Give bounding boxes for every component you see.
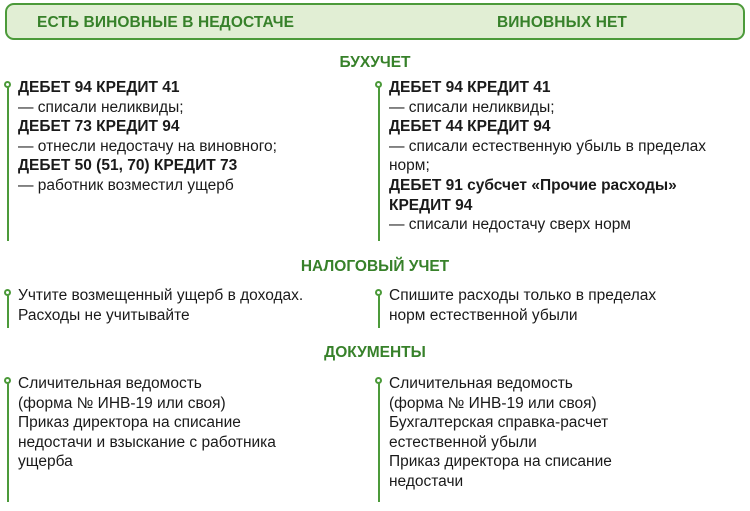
text-line: — списали неликвиды; [389,98,555,116]
documents-left-text [18,374,276,472]
accounting-right-line [378,84,380,241]
tax-right-bullet-icon [375,289,382,296]
documents-right-text [389,374,612,492]
text-line: норм естественной убыли [389,306,578,324]
documents-section-title: ДОКУМЕНТЫ [324,344,426,361]
text-line: ущерба [18,453,73,471]
text-line: Сличительная ведомость [389,375,573,392]
left-column-title: ЕСТЬ ВИНОВНЫЕ В НЕДОСТАЧЕ [37,14,295,31]
text-line: Учтите возмещенный ущерб в доходах. [18,287,304,304]
text-line: недостачи и взыскание с работника [18,433,276,451]
text-line: ДЕБЕТ 50 (51, 70) КРЕДИТ 73 [18,157,238,175]
tax-left-bullet-icon [4,289,11,296]
text-line: — отнесли недостачу на виновного; [18,137,277,155]
text-line: ДЕБЕТ 94 КРЕДИТ 41 [389,79,551,96]
tax-left-line [7,292,9,328]
text-line: Бухгалтерская справка-расчет [389,414,609,432]
text-line: — списали естественную убыль в пределах [389,137,707,155]
tax-right-line [378,292,380,328]
text-line: ДЕБЕТ 94 КРЕДИТ 41 [18,79,180,96]
text-line: недостачи [389,472,464,490]
text-line: ДЕБЕТ 73 КРЕДИТ 94 [18,118,180,136]
text-line: — списали недостачу сверх норм [389,216,631,234]
tax-right-text [389,286,656,325]
documents-left-line [7,380,9,502]
text-line: Приказ директора на списание [389,453,612,471]
text-line: — списали неликвиды; [18,98,184,116]
column-header-bar [5,3,745,40]
text-line: (форма № ИНВ-19 или своя) [18,394,226,412]
documents-left-bullet-icon [4,377,11,384]
text-line: Приказ директора на списание [18,414,241,432]
text-line: КРЕДИТ 94 [389,196,473,214]
right-column-title: ВИНОВНЫХ НЕТ [497,14,627,31]
tax-section-title: НАЛОГОВЫЙ УЧЕТ [300,258,450,275]
accounting-right-bullet-icon [375,81,382,88]
text-line: Расходы не учитывайте [18,306,190,324]
accounting-right-text [389,78,706,235]
documents-right-bullet-icon [375,377,382,384]
accounting-left-text [18,78,277,196]
text-line: ДЕБЕТ 44 КРЕДИТ 94 [389,118,551,136]
tax-left-text [18,286,303,325]
text-line: Спишите расходы только в пределах [389,287,657,304]
text-line: Сличительная ведомость [18,375,202,392]
text-line: — работник возместил ущерб [18,176,234,194]
accounting-section-title: БУХУЧЕТ [339,54,411,71]
text-line: ДЕБЕТ 91 субсчет «Прочие расходы» [389,176,677,194]
accounting-left-line [7,84,9,241]
text-line: норм; [389,157,430,175]
documents-right-line [378,380,380,502]
text-line: естественной убыли [389,433,537,451]
text-line: (форма № ИНВ-19 или своя) [389,394,597,412]
accounting-left-bullet-icon [4,81,11,88]
